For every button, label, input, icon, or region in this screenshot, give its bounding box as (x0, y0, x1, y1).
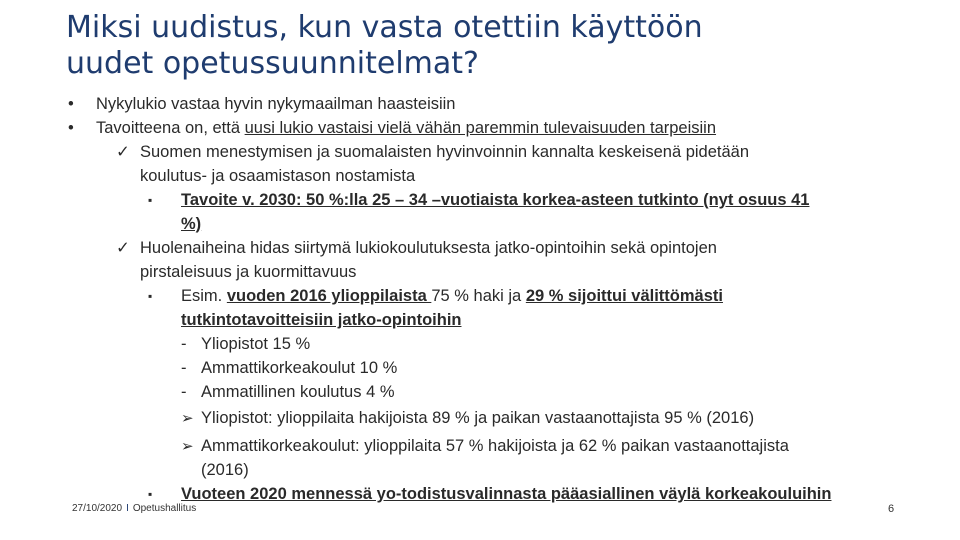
arrow-1-text: Yliopistot: ylioppilaita hakijoista 89 % ja paikan vastaanottajista 95 % (2016) (201, 409, 755, 427)
footer-separator: I (126, 503, 129, 514)
dash-bullet: - (181, 383, 187, 401)
dash-1-text: Yliopistot 15 % (201, 335, 311, 353)
check-2-line-2: pirstaleisuus ja kuormittavuus (140, 263, 357, 281)
checkmark-icon: ✓ (116, 142, 130, 161)
square-2-line-2: tutkintotavoitteisiin jatko-opintoihin (181, 311, 462, 329)
footer-org: Opetushallitus (132, 503, 197, 514)
bullet-2-text: Tavoitteena on, että uusi lukio vastaisi vielä vähän paremmin tulevaisuuden tarpeisiin (96, 119, 717, 137)
square-bullet-icon: ▪ (148, 193, 153, 207)
arrow-bullet-icon: ➢ (181, 409, 194, 427)
check-2-line-1: Huolenaiheina hidas siirtymä lukiokoulutuksesta jatko-opintoihin sekä opintojen (140, 239, 717, 257)
bullet-dot-icon: • (68, 119, 74, 137)
square-1-line-1: Tavoite v. 2030: 50 %:lla 25 – 34 –vuotiaista korkea-asteen tutkinto (nyt osuus 41 (181, 191, 810, 209)
check-1-line-1: Suomen menestymisen ja suomalaisten hyvinvoinnin kannalta keskeisenä pidetään (140, 143, 750, 161)
slide-footer (72, 503, 196, 514)
dash-bullet: - (181, 359, 187, 377)
bullet-2-underlined: uusi lukio vastaisi vielä vähän paremmin tulevaisuuden tarpeisiin (244, 119, 717, 137)
bullet-1-text: Nykylukio vastaa hyvin nykymaailman haasteisiin (96, 95, 456, 113)
arrow-2-line-1: Ammattikorkeakoulut: ylioppilaita 57 % hakijoista ja 62 % paikan vastaanottajista (201, 437, 789, 455)
dash-bullet: - (181, 335, 187, 353)
arrow-bullet-icon: ➢ (181, 437, 194, 455)
dash-2-text: Ammattikorkeakoulut 10 % (201, 359, 398, 377)
square-3-text: Vuoteen 2020 mennessä yo-todistusvalinnasta pääasiallinen väylä korkeakouluihin (181, 485, 832, 503)
title-line-1: Miksi uudistus, kun vasta otettiin käyttöön (66, 10, 703, 45)
dash-3-text: Ammatillinen koulutus 4 % (201, 383, 395, 401)
check-1-line-2: koulutus- ja osaamistason nostamista (140, 167, 416, 185)
square-bullet-icon: ▪ (148, 289, 153, 303)
square-bullet-icon: ▪ (148, 487, 153, 501)
footer-date: 27/10/2020 (72, 503, 123, 514)
arrow-2-line-2: (2016) (201, 461, 249, 479)
page-number: 6 (888, 503, 895, 515)
square-2-line-1: Esim. vuoden 2016 ylioppilaista 75 % haki ja 29 % sijoittui välittömästi (181, 287, 723, 305)
checkmark-icon: ✓ (116, 238, 130, 257)
title-line-2: uudet opetussuunnitelmat? (66, 46, 479, 81)
slide-title (66, 10, 866, 82)
square-1-line-2: %) (181, 215, 202, 233)
bullet-dot-icon: • (68, 95, 74, 113)
